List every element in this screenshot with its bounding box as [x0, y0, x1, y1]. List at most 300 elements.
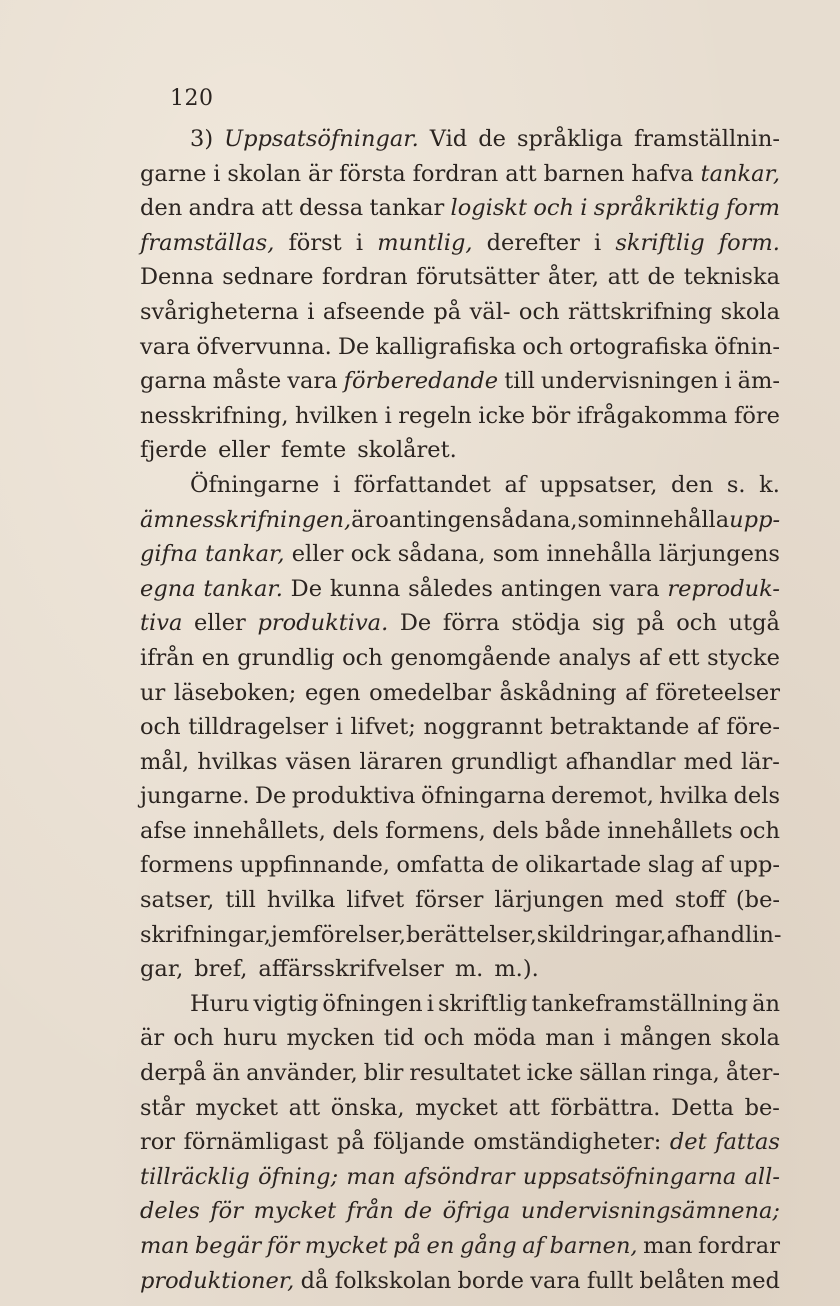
word: att	[288, 1094, 321, 1121]
word: står	[140, 1094, 185, 1121]
word: jungarne.	[140, 783, 250, 810]
word: satser,	[140, 887, 215, 914]
word: s.	[726, 471, 746, 498]
word: hvilka	[659, 783, 729, 810]
word: gång	[459, 1233, 517, 1259]
word: kalligrafiska	[375, 333, 517, 360]
word: ortografiska	[569, 333, 709, 360]
word: icke	[526, 1060, 574, 1087]
word: med	[730, 1267, 780, 1294]
word: mycket	[304, 1233, 388, 1259]
word: all-	[744, 1163, 780, 1190]
word: Vid	[429, 126, 468, 152]
word: af	[504, 471, 527, 498]
word: omedelbar	[369, 679, 491, 706]
word: regeln	[398, 402, 472, 429]
word: antingen	[500, 575, 602, 602]
word: dels	[492, 817, 539, 844]
word: på	[393, 1233, 421, 1259]
word: lär-	[740, 748, 780, 775]
text-line	[140, 1060, 780, 1095]
word: före	[734, 402, 780, 429]
text-line	[140, 299, 780, 334]
word: ifrån	[140, 644, 195, 671]
text-line	[140, 264, 780, 299]
word: egna	[140, 575, 196, 602]
text-line	[140, 714, 780, 749]
word: första	[339, 160, 406, 187]
word: mycken	[286, 1025, 375, 1052]
word: De	[255, 783, 287, 810]
word: för	[266, 1233, 300, 1259]
word: fordran	[321, 264, 408, 291]
word: skriftlig	[437, 990, 528, 1017]
word: först	[288, 229, 342, 256]
word: öfnin-	[714, 333, 780, 360]
text-line	[140, 126, 780, 161]
word: från	[346, 1198, 394, 1225]
word: Huru	[190, 990, 250, 1017]
text-line	[140, 1268, 780, 1303]
word: andra	[188, 195, 255, 222]
word: ringa,	[652, 1060, 720, 1087]
word: förra	[442, 610, 500, 637]
word: stycke	[707, 644, 780, 671]
word: det	[669, 1129, 707, 1156]
word: förutsätter	[416, 264, 540, 291]
word: omfatta	[396, 852, 485, 879]
word: noggrannt	[423, 714, 543, 741]
text-line	[140, 956, 780, 991]
word: afhandlin-	[666, 921, 782, 948]
text-line	[140, 1129, 780, 1164]
word: och	[522, 333, 563, 360]
word: förberedande	[343, 368, 499, 395]
word: i	[580, 195, 588, 222]
word: förser	[415, 887, 484, 914]
word: upp-	[729, 852, 780, 879]
word: eller	[291, 541, 344, 568]
word: och	[739, 817, 780, 844]
word: att	[607, 264, 640, 291]
text-line	[140, 852, 780, 887]
word: tilldragelser	[188, 714, 329, 741]
word: skolan	[227, 160, 302, 187]
word: lärjungens	[658, 541, 780, 568]
text-line	[140, 1233, 780, 1268]
word: skildringar,	[536, 921, 667, 948]
word: blir	[363, 1060, 404, 1087]
word: tillräcklig	[140, 1163, 250, 1190]
word: tekniska	[683, 264, 780, 291]
word: öfningen	[322, 990, 423, 1017]
word: fjerde	[140, 437, 208, 464]
word: formens	[140, 852, 234, 879]
word: för	[210, 1198, 243, 1225]
text-line	[140, 195, 780, 230]
word: omständigheter:	[473, 1129, 662, 1156]
text-line	[140, 230, 780, 265]
body-text	[140, 126, 780, 1302]
word: eller	[218, 437, 270, 464]
word: sällan	[579, 1060, 647, 1087]
text-line	[140, 437, 780, 472]
word: till	[225, 887, 256, 914]
word: man	[346, 1163, 396, 1190]
word: k.	[759, 471, 780, 498]
text-line	[140, 922, 780, 957]
word: i	[594, 229, 602, 256]
word: skolåret.	[357, 437, 457, 464]
word: bör	[531, 402, 571, 429]
word: produktiva.	[257, 610, 389, 637]
word: ett	[668, 644, 700, 671]
word: De	[290, 575, 323, 602]
word: innehållets,	[193, 817, 326, 844]
text-line	[140, 610, 780, 645]
text-line	[140, 403, 780, 438]
word: att	[508, 1094, 540, 1121]
word: rättskrifning	[567, 298, 713, 325]
word: på	[336, 1129, 365, 1156]
word: folkskolan	[334, 1267, 452, 1294]
word: är	[140, 1025, 165, 1052]
word: på	[636, 610, 665, 637]
word: måste	[212, 368, 282, 395]
word: sednare	[222, 264, 314, 291]
word: deles	[140, 1198, 200, 1225]
word: tankar,	[700, 160, 780, 187]
word: afse	[140, 817, 187, 844]
word: af	[625, 679, 647, 706]
text-line	[140, 507, 780, 542]
word: garne	[140, 160, 207, 187]
word: skrifningar,	[140, 921, 271, 948]
text-line	[140, 541, 780, 576]
word: i	[335, 714, 343, 741]
word: möda	[473, 1025, 537, 1052]
word: lifvet;	[350, 714, 416, 741]
word: en	[426, 1233, 455, 1259]
word: vigtig	[253, 990, 319, 1017]
word: stoff	[674, 887, 725, 914]
word: sådana,	[397, 541, 486, 568]
word: tankar,	[205, 541, 285, 568]
word: både	[545, 817, 601, 844]
word: muntlig,	[377, 229, 473, 256]
word: förnämligast	[183, 1129, 329, 1156]
word: i	[724, 368, 732, 395]
word: grundlig	[237, 644, 335, 671]
word: innehålla	[546, 541, 652, 568]
word: läraren	[359, 748, 443, 775]
word: tankar.	[203, 575, 283, 602]
word: i	[384, 402, 392, 429]
word: lifvet	[346, 887, 405, 914]
word: ror	[140, 1129, 176, 1156]
word: tid	[383, 1025, 415, 1052]
word: belåten	[639, 1267, 725, 1294]
word: deremot,	[551, 783, 654, 810]
word: analys	[558, 644, 632, 671]
word: sig	[591, 610, 626, 637]
word: med	[614, 887, 664, 914]
word: de	[647, 264, 676, 291]
word: hvilka	[266, 887, 336, 914]
word: använder,	[246, 1060, 358, 1087]
word: mycket	[415, 1094, 498, 1121]
word: af	[697, 714, 719, 741]
word: på	[433, 298, 462, 325]
text-line	[140, 576, 780, 611]
word: af	[638, 644, 661, 671]
word: öfningarna	[420, 783, 546, 810]
word: De	[337, 333, 370, 360]
text-line	[140, 368, 780, 403]
word: äro	[351, 506, 389, 533]
word: Denna	[140, 264, 214, 291]
word: före-	[726, 714, 780, 741]
word: jemförelser,	[270, 921, 406, 948]
word: mycket	[195, 1094, 279, 1121]
word: utgå	[728, 610, 780, 637]
word: kunna	[329, 575, 401, 602]
word: tankeframställning	[531, 990, 749, 1017]
word: ur	[140, 679, 166, 706]
word: förbättra.	[550, 1094, 661, 1121]
word: m.	[454, 956, 484, 983]
word: och	[342, 644, 383, 671]
word: vara	[530, 1267, 581, 1294]
word: med	[683, 748, 733, 775]
word: betraktande	[550, 714, 690, 741]
word: då	[300, 1267, 329, 1294]
word: resultatet	[409, 1060, 521, 1087]
text-line	[140, 1025, 780, 1060]
word: ock	[350, 541, 391, 568]
word: berättelser,	[405, 921, 537, 948]
text-line	[140, 818, 780, 853]
text-line	[140, 749, 780, 784]
word: de	[491, 852, 519, 879]
word: undervisningen	[540, 368, 719, 395]
word: femte	[280, 437, 347, 464]
word: reproduk-	[667, 575, 780, 602]
word: genomgående	[390, 644, 551, 671]
text-line	[140, 680, 780, 715]
text-line	[140, 991, 780, 1026]
word: som	[492, 541, 540, 568]
word: hvilkas	[197, 748, 278, 775]
word: att	[261, 195, 293, 222]
text-line	[140, 1095, 780, 1130]
word: den	[671, 471, 714, 498]
word: formens,	[385, 817, 486, 844]
word: fordrar	[698, 1233, 780, 1259]
word: framställas,	[140, 229, 275, 256]
word: åter,	[547, 264, 600, 291]
text-line	[140, 783, 780, 818]
word: begär	[194, 1233, 262, 1259]
word: nesskrifning,	[140, 402, 289, 429]
word: sådana,	[489, 506, 578, 533]
word: ifrågakomma	[576, 402, 728, 429]
word: i	[307, 298, 315, 325]
word: fullt	[586, 1267, 634, 1294]
word: att	[505, 160, 537, 187]
word: be-	[744, 1094, 780, 1121]
word: afsöndrar	[403, 1163, 515, 1190]
word: vara	[287, 368, 338, 395]
word: 3)	[190, 126, 214, 152]
word: afseende	[322, 298, 425, 325]
word: huru	[223, 1025, 278, 1052]
word: fordran	[412, 160, 499, 187]
word: i	[355, 229, 364, 256]
word: öfvervunna.	[196, 333, 332, 360]
word: läseboken;	[173, 679, 297, 706]
word: man	[643, 1233, 693, 1259]
word: dels	[332, 817, 379, 844]
word: i	[426, 990, 434, 1017]
word: än	[752, 990, 780, 1017]
text-line	[140, 472, 780, 507]
word: produktiva	[291, 783, 416, 810]
word: stödja	[511, 610, 581, 637]
word: form.	[718, 229, 780, 256]
word: upp-	[729, 506, 781, 533]
word: produktioner,	[140, 1267, 295, 1294]
word: och	[423, 1025, 465, 1052]
word: m.).	[494, 956, 539, 983]
text-line	[140, 887, 780, 922]
word: och	[518, 298, 560, 325]
word: företeelser	[655, 679, 780, 706]
word: tiva	[140, 610, 183, 637]
word: tankar	[369, 195, 445, 222]
word: väsen	[285, 748, 352, 775]
word: afhandlar	[565, 748, 676, 775]
word: väl-	[469, 298, 511, 325]
word: i	[603, 1025, 611, 1052]
text-line	[140, 161, 780, 196]
word: således	[408, 575, 493, 602]
word: man	[545, 1025, 595, 1052]
word: äm-	[737, 368, 780, 395]
word: gar,	[140, 956, 184, 983]
word: egen	[304, 679, 361, 706]
word: de	[404, 1198, 433, 1225]
word: Detta	[671, 1094, 734, 1121]
word: framställnin-	[633, 126, 780, 152]
word: De	[399, 610, 432, 637]
text-line	[140, 1164, 780, 1199]
word: eller	[194, 610, 246, 637]
word: icke	[478, 402, 526, 429]
word: och	[533, 195, 575, 222]
word: innehålla	[623, 506, 730, 533]
word: hvilken	[295, 402, 379, 429]
word: svårigheterna	[140, 298, 299, 325]
word: olikartade	[525, 852, 642, 879]
word: ämnesskrifningen,	[140, 506, 352, 533]
word: barnen	[543, 160, 625, 187]
word: än	[212, 1060, 241, 1087]
word: i	[213, 160, 221, 187]
text-line	[140, 645, 780, 680]
word: hafva	[631, 160, 694, 187]
word: i	[332, 471, 341, 498]
word: skriftlig	[615, 229, 705, 256]
word: är	[308, 160, 333, 187]
word: önska,	[330, 1094, 405, 1121]
word: slag	[647, 852, 695, 879]
word: åter-	[725, 1060, 780, 1087]
word: innehållets	[607, 817, 733, 844]
word: öfriga	[442, 1198, 511, 1225]
word: af	[522, 1233, 544, 1259]
word: de	[478, 126, 506, 152]
word: affärsskrifvelser	[258, 956, 444, 983]
word: författandet	[353, 471, 491, 498]
word: till	[504, 368, 535, 395]
word: dessa	[299, 195, 364, 222]
word: vara	[140, 333, 191, 360]
word: logiskt	[450, 195, 528, 222]
word: Uppsatsöfningar.	[224, 126, 419, 152]
word: Öfningarne	[190, 471, 320, 498]
word: form	[726, 195, 780, 222]
word: skola	[720, 298, 780, 325]
word: grundligt	[450, 748, 558, 775]
word: af	[700, 852, 723, 879]
word: (be-	[735, 887, 780, 914]
word: antingen	[388, 506, 490, 533]
word: borde	[457, 1267, 524, 1294]
word: och	[173, 1025, 214, 1052]
word: mycket	[253, 1198, 337, 1225]
word: uppfinnande,	[239, 852, 390, 879]
word: barnen,	[549, 1233, 638, 1259]
word: vara	[609, 575, 660, 602]
text-line	[140, 1198, 780, 1233]
word: åskådning	[499, 679, 617, 706]
word: derpå	[140, 1060, 207, 1087]
text-line	[140, 334, 780, 369]
word: öfning;	[258, 1163, 339, 1190]
word: bref,	[194, 956, 248, 983]
word: uppsatser,	[539, 471, 658, 498]
page-number: 120	[170, 86, 214, 111]
word: mången	[620, 1025, 712, 1052]
word: fattas	[715, 1129, 780, 1156]
word: uppsatsöfningarna	[522, 1163, 737, 1190]
word: man	[140, 1233, 190, 1259]
word: den	[140, 195, 183, 222]
word: garna	[140, 368, 207, 395]
word: mål,	[140, 748, 190, 775]
word: undervisningsämnena;	[520, 1198, 780, 1225]
word: derefter	[486, 229, 580, 256]
word: en	[201, 644, 230, 671]
word: följande	[373, 1129, 465, 1156]
word: som	[577, 506, 624, 533]
word: gifna	[140, 541, 198, 568]
word: språkliga	[516, 126, 623, 152]
word: och	[140, 714, 181, 741]
word: dels	[733, 783, 780, 810]
word: och	[676, 610, 717, 637]
